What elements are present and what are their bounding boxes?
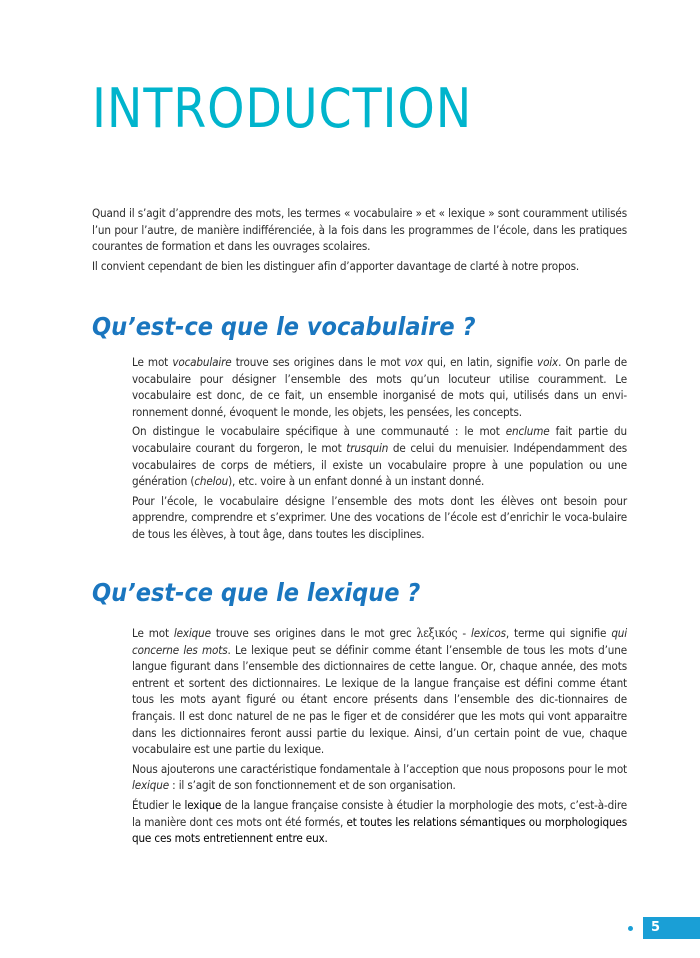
italic-term: chelou — [194, 474, 229, 489]
text-run: de celui du menuisier. Indépendamment des vocabulaires de corps de métiers, il existe un vocabulaire propre à une population ou une génération ( — [132, 440, 627, 489]
text-run: Le mot — [132, 626, 174, 640]
page-title: INTRODUCTION — [92, 77, 473, 140]
paragraph: Pour l’école, le vocabulaire désigne l’ensemble des mots dont les élèves ont besoin pour apprendre, comprendre et s’exprimer. Une des vocations de l’école est d’enrichir le voca-bulaire de tous les élèves, à tout âge, dans toutes les disciplines. — [132, 493, 627, 541]
greek-word: λεξικός — [416, 626, 458, 640]
paragraph — [132, 354, 627, 420]
text-run: trouve ses origines dans le mot — [231, 355, 405, 369]
section-heading-lexique: Qu’est-ce que le lexique ? — [92, 578, 421, 607]
text-run: Nous ajouterons une caractéristique fondamentale à l’acception que nous proposons pour le mot — [132, 761, 627, 776]
intro-block — [92, 205, 627, 277]
text-run: de la langue française consiste à étudier la morphologie des mots, c’est-à-dire la manière dont ces mots ont été formés, — [132, 797, 627, 829]
text-run: . Le lexique peut se définir comme étant l’ensemble de tous les mots d’une langue figurant dans l’ensemble des dictionnaires de cette langue. Or, chaque année, des mots entrent et sortent des dictionnaires. Le lexique de la langue française est défini comme étant tous les mots ayant figuré ou étant encore présents dans l’ensemble des dic-tionnaires de français. Il est donc naturel de ne pas le figer et de considérer que les mots qui vont apparaitre dans les dictionnaires feront aussi partie du lexique. Ainsi, d’un certain point de vue, chaque vocabulaire est une partie du lexique. — [132, 642, 627, 757]
italic-term: qui concerne les mots — [132, 626, 627, 657]
italic-term: trusquin — [346, 440, 389, 455]
text-run: : il s’agit de son fonctionnement et de son organisation. — [169, 778, 456, 793]
text-run: trouve ses origines dans le mot grec — [210, 626, 417, 640]
paragraph — [132, 625, 627, 758]
text-run: . On parle de vocabulaire pour désigner l’ensemble des mots qu’un locuteur utilise couramment. Le vocabulaire est donc, de ce fait, un ensemble inorganisé de mots qui, utilisés dans un envi-ronnement donné, évoquent le monde, les objets, les pensées, les concepts. — [132, 355, 627, 419]
intro-paragraph: Quand il s’agit d’apprendre des mots, les termes « vocabulaire » et « lexique » sont couramment utilisés l’un pour l’autre, de manière indifférenciée, à la fois dans les programmes de l’école, dans les pratiques courantes de formation et dans les ouvrages scolaires. — [92, 206, 627, 254]
page-number: 5 — [651, 920, 661, 935]
italic-term: voix — [537, 355, 559, 369]
text-run: ), etc. voire à un enfant donné à un instant donné. — [228, 474, 485, 489]
paragraph — [132, 423, 627, 489]
section-heading-vocabulaire: Qu’est-ce que le vocabulaire ? — [92, 312, 476, 341]
intro-paragraph: Il convient cependant de bien les distinguer afin d’apporter davantage de clarté à notre propos. — [92, 258, 580, 273]
text-run: On distingue le vocabulaire spécifique à une communauté : le mot — [132, 424, 506, 439]
highlight-term: et toutes les relations sémantiques ou morphologiques que ces mots entretiennent entre eux. — [132, 814, 627, 846]
italic-term: lexicos — [470, 626, 506, 640]
highlight-term: lexique — [184, 797, 222, 812]
italic-term: vox — [404, 355, 423, 369]
page-dot-icon — [628, 926, 633, 931]
italic-term: lexique — [173, 626, 211, 640]
text-run: Étudier le — [132, 797, 185, 812]
text-run: , terme qui signifie — [505, 626, 612, 640]
text-run: - — [457, 626, 471, 640]
paragraph — [132, 761, 627, 794]
text-run: Le mot — [132, 355, 173, 369]
paragraph — [132, 797, 627, 847]
section-vocabulaire — [132, 354, 627, 546]
italic-term: lexique — [132, 778, 169, 793]
text-run: fait partie du vocabulaire courant du forgeron, le mot — [132, 424, 627, 455]
text-run: qui, en latin, signifie — [422, 355, 538, 369]
italic-term: vocabulaire — [172, 355, 232, 369]
page-number-tab — [643, 917, 700, 939]
section-lexique — [132, 625, 627, 850]
italic-term: enclume — [505, 424, 550, 439]
